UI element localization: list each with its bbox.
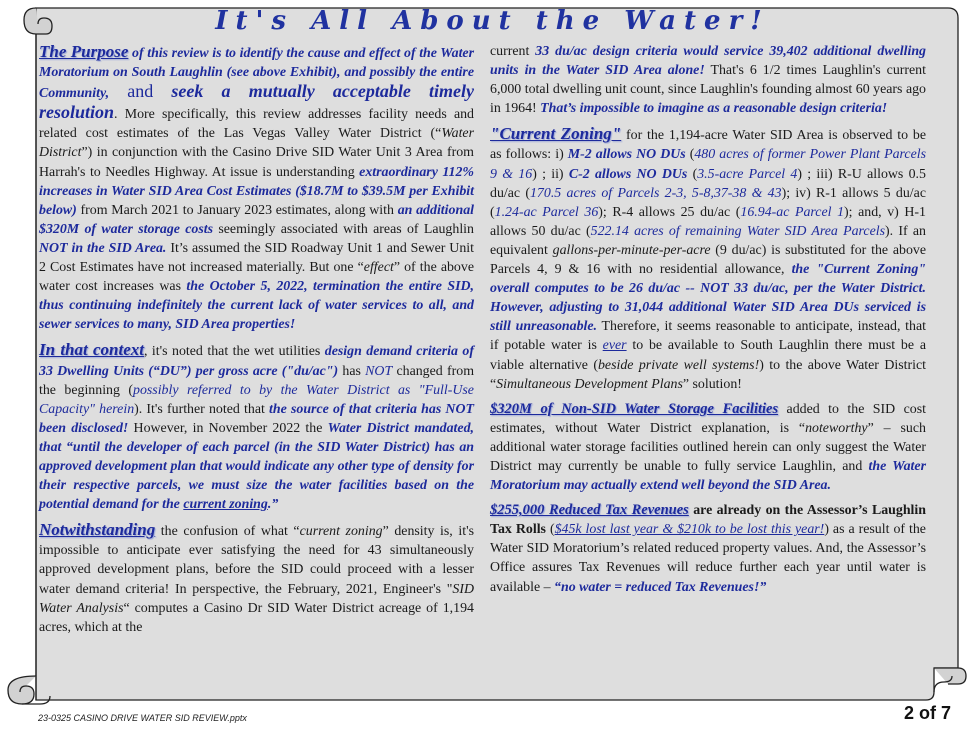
left-column xyxy=(39,42,474,643)
context-paragraph: In that context, it's noted that the wet utilities design demand criteria of 33 Dwelling Units (“DU”) per gross acre ("du/ac") has NOT changed from the beginning (possibly referred to by the Water District as "Full-Use Capacity" herein). It's further noted that the source of that criteria has NOT been disclosed! However, in November 2022 the Water District mandated, that “until the developer of each parcel (in the SID Water District) has an approved development plan that would indicate any other type of density for their respective parcels, we must size the water facilities based on the potential demand for the current zoning.” xyxy=(39,340,474,513)
right-column xyxy=(490,42,926,603)
design-criteria-paragraph: current 33 du/ac design criteria would service 39,402 additional dwelling units in the Water SID Area alone! That's 6 1/2 times Laughlin's current 6,000 total dwelling unit count, since Laughlin's founding almost 60 years ago in 1964! That’s impossible to imagine as a reasonable design criteria! xyxy=(490,44,926,117)
purpose-paragraph: The Purpose of this review is to identify the cause and effect of the Water Moratorium on South Laughlin (see above Exhibit), and possibly the entire Community, and seek a mutually acceptable timely resolution. More specifically, this review addresses facility needs and related cost estimates of the Las Vegas Valley Water District (“Water District”) in conjunction with the Casino Drive SID Water Unit 3 Area from Harrah's to Needles Highway. At issue is understanding extraordinary 112% increases in Water SID Area Cost Estimates ($18.7M to $39.5M per Exhibit below) from March 2021 to January 2023 estimates, along with an additional $320M of water storage costs seemingly associated with areas of Laughlin NOT in the SID Area. It’s assumed the SID Roadway Unit 1 and Sewer Unit 2 Cost Estimates have not increased materially. But one “effect” of the above water cost increases was the October 5, 2022, termination the entire SID, thus continuing indefinitely the current lack of water services to all, and sewer services to many, SID Area properties! xyxy=(39,42,475,333)
page-number: 2 of 7 xyxy=(903,703,951,723)
notwithstanding-heading: Notwithstanding xyxy=(39,520,156,540)
water-storage-paragraph: $320M of Non-SID Water Storage Facilities added to the SID cost estimates, without Water District explanation, is “noteworthy” – such additional water storage facilities outlined herein can only suggest the Water District may currently be unable to fully service Laughlin, and the Water Moratorium may actually extend well beyond the SID Area. xyxy=(490,400,926,494)
tax-revenues-paragraph: $255,000 Reduced Tax Revenues are already on the Assessor’s Laughlin Tax Rolls ($45k lost last year & $210k to be lost this year!) as a result of the Water SID Moratorium’s related reduced property values. And, the Assessor’s Office assures Tax Revenues will reduce further each year until water is available – “no water = reduced Tax Revenues!” xyxy=(490,502,926,595)
context-heading: In that context xyxy=(39,340,144,360)
tax-revenues-heading: $255,000 Reduced Tax Revenues xyxy=(490,502,689,519)
page-title: It's All About the Water! xyxy=(215,6,770,36)
footer-file-name: 23-0325 CASINO DRIVE WATER SID REVIEW.pptx xyxy=(38,713,247,723)
current-zoning-paragraph: "Current Zoning" for the 1,194-acre Water SID Area is observed to be as follows: i) M-2 allows NO DUs (480 acres of former Power Plant Parcels 9 & 16) ; ii) C-2 allows NO DUs (3.5-acre Parcel 4) ; iii) R-U allows 0.5 du/ac (170.5 acres of Parcels 2-3, 5-8,37-38 & 43); iv) R-1 allows 5 du/ac (1.24-ac Parcel 36); R-4 allows 25 du/ac (16.94-ac Parcel 1); and, v) H-1 allows 50 du/ac (522.14 acres of remaining Water SID Area Parcels). If an equivalent gallons-per-minute-per-acre (9 du/ac) is substituted for the above Parcels 4, 9 & 16 with no residential allowance, the "Current Zoning" overall computes to be 26 du/ac -- NOT 33 du/ac, per the Water District. However, adjusting to 31,044 additional Water SID Area DUs serviced is still unreasonable. Therefore, it seems reasonable to anticipate, instead, that if potable water is ever to be available to South Laughlin there must be a viable alternative (beside private well systems!) to the above Water District “Simultaneous Development Plans” solution! xyxy=(490,124,927,392)
purpose-heading: The Purpose xyxy=(39,42,129,61)
water-storage-heading: $320M of Non-SID Water Storage Facilities xyxy=(490,400,779,417)
notwithstanding-paragraph: Notwithstanding the confusion of what “current zoning” density is, it's impossible to anticipate ever satisfying the need for 43 simultaneously approved development plans, before the SID could proceed with a lesser water demand criteria! In perspective, the February, 2021, Engineer's "SID Water Analysis“ computes a Casino Dr SID Water District acreage of 1,194 acres, which at the xyxy=(39,520,474,635)
current-zoning-heading: "Current Zoning" xyxy=(490,124,622,144)
